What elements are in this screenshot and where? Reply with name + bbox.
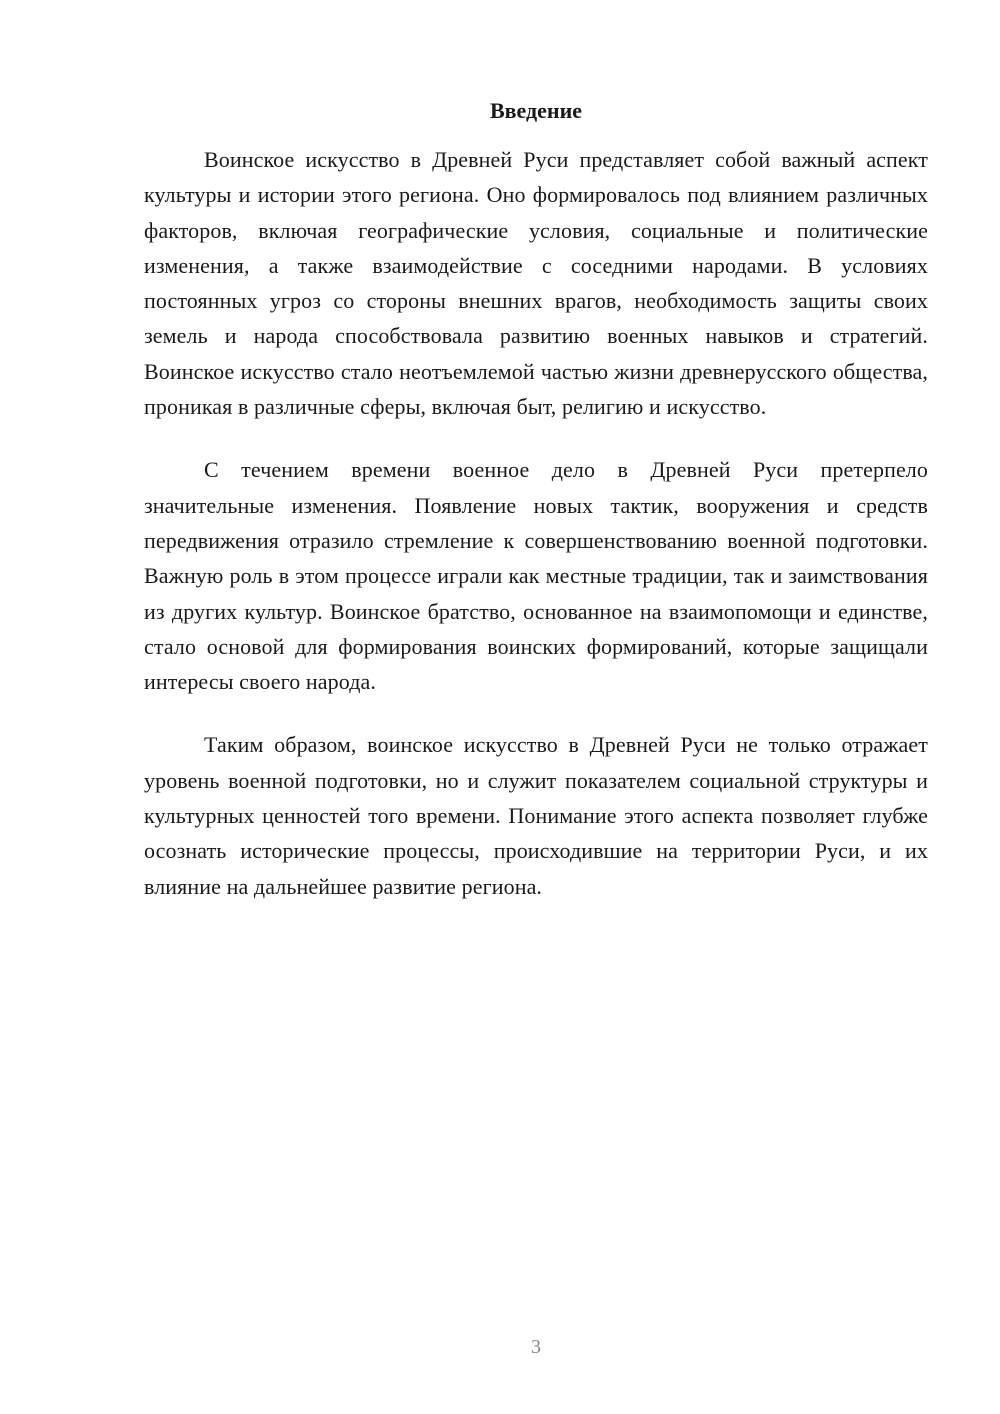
paragraph-3: Таким образом, воинское искусство в Древней Руси не только отражает уровень военной подготовки, но и служит показателем социальной структуры и культурных ценностей того времени. Понимание этого аспекта позволяет глубже осознать исторические процессы, происходившие на территории Руси, и их влияние на дальнейшее развитие региона. bbox=[144, 732, 928, 899]
document-body bbox=[144, 142, 928, 932]
paragraph-2: С течением времени военное дело в Древней Руси претерпело значительные изменения. Появление новых тактик, вооружения и средств передвижения отразило стремление к совершенствованию военной подготовки. Важную роль в этом процессе играли как местные традиции, так и заимствования из других культур. Воинское братство, основанное на взаимопомощи и единстве, стало основой для формирования воинских формирований, которые защищали интересы своего народа. bbox=[144, 457, 928, 695]
page-number: 3 bbox=[531, 1336, 541, 1358]
page-title: Введение bbox=[489, 98, 583, 123]
paragraph-1: Воинское искусство в Древней Руси представляет собой важный аспект культуры и истории этого региона. Оно формировалось под влиянием различных факторов, включая географические условия, социальные и политические изменения, а также взаимодействие с соседними народами. В условиях постоянных угроз со стороны внешних врагов, необходимость защиты своих земель и народа способствовала развитию военных навыков и стратегий. Воинское искусство стало неотъемлемой частью жизни древнерусского общества, проникая в различные сферы, включая быт, религию и искусство. bbox=[144, 147, 928, 420]
